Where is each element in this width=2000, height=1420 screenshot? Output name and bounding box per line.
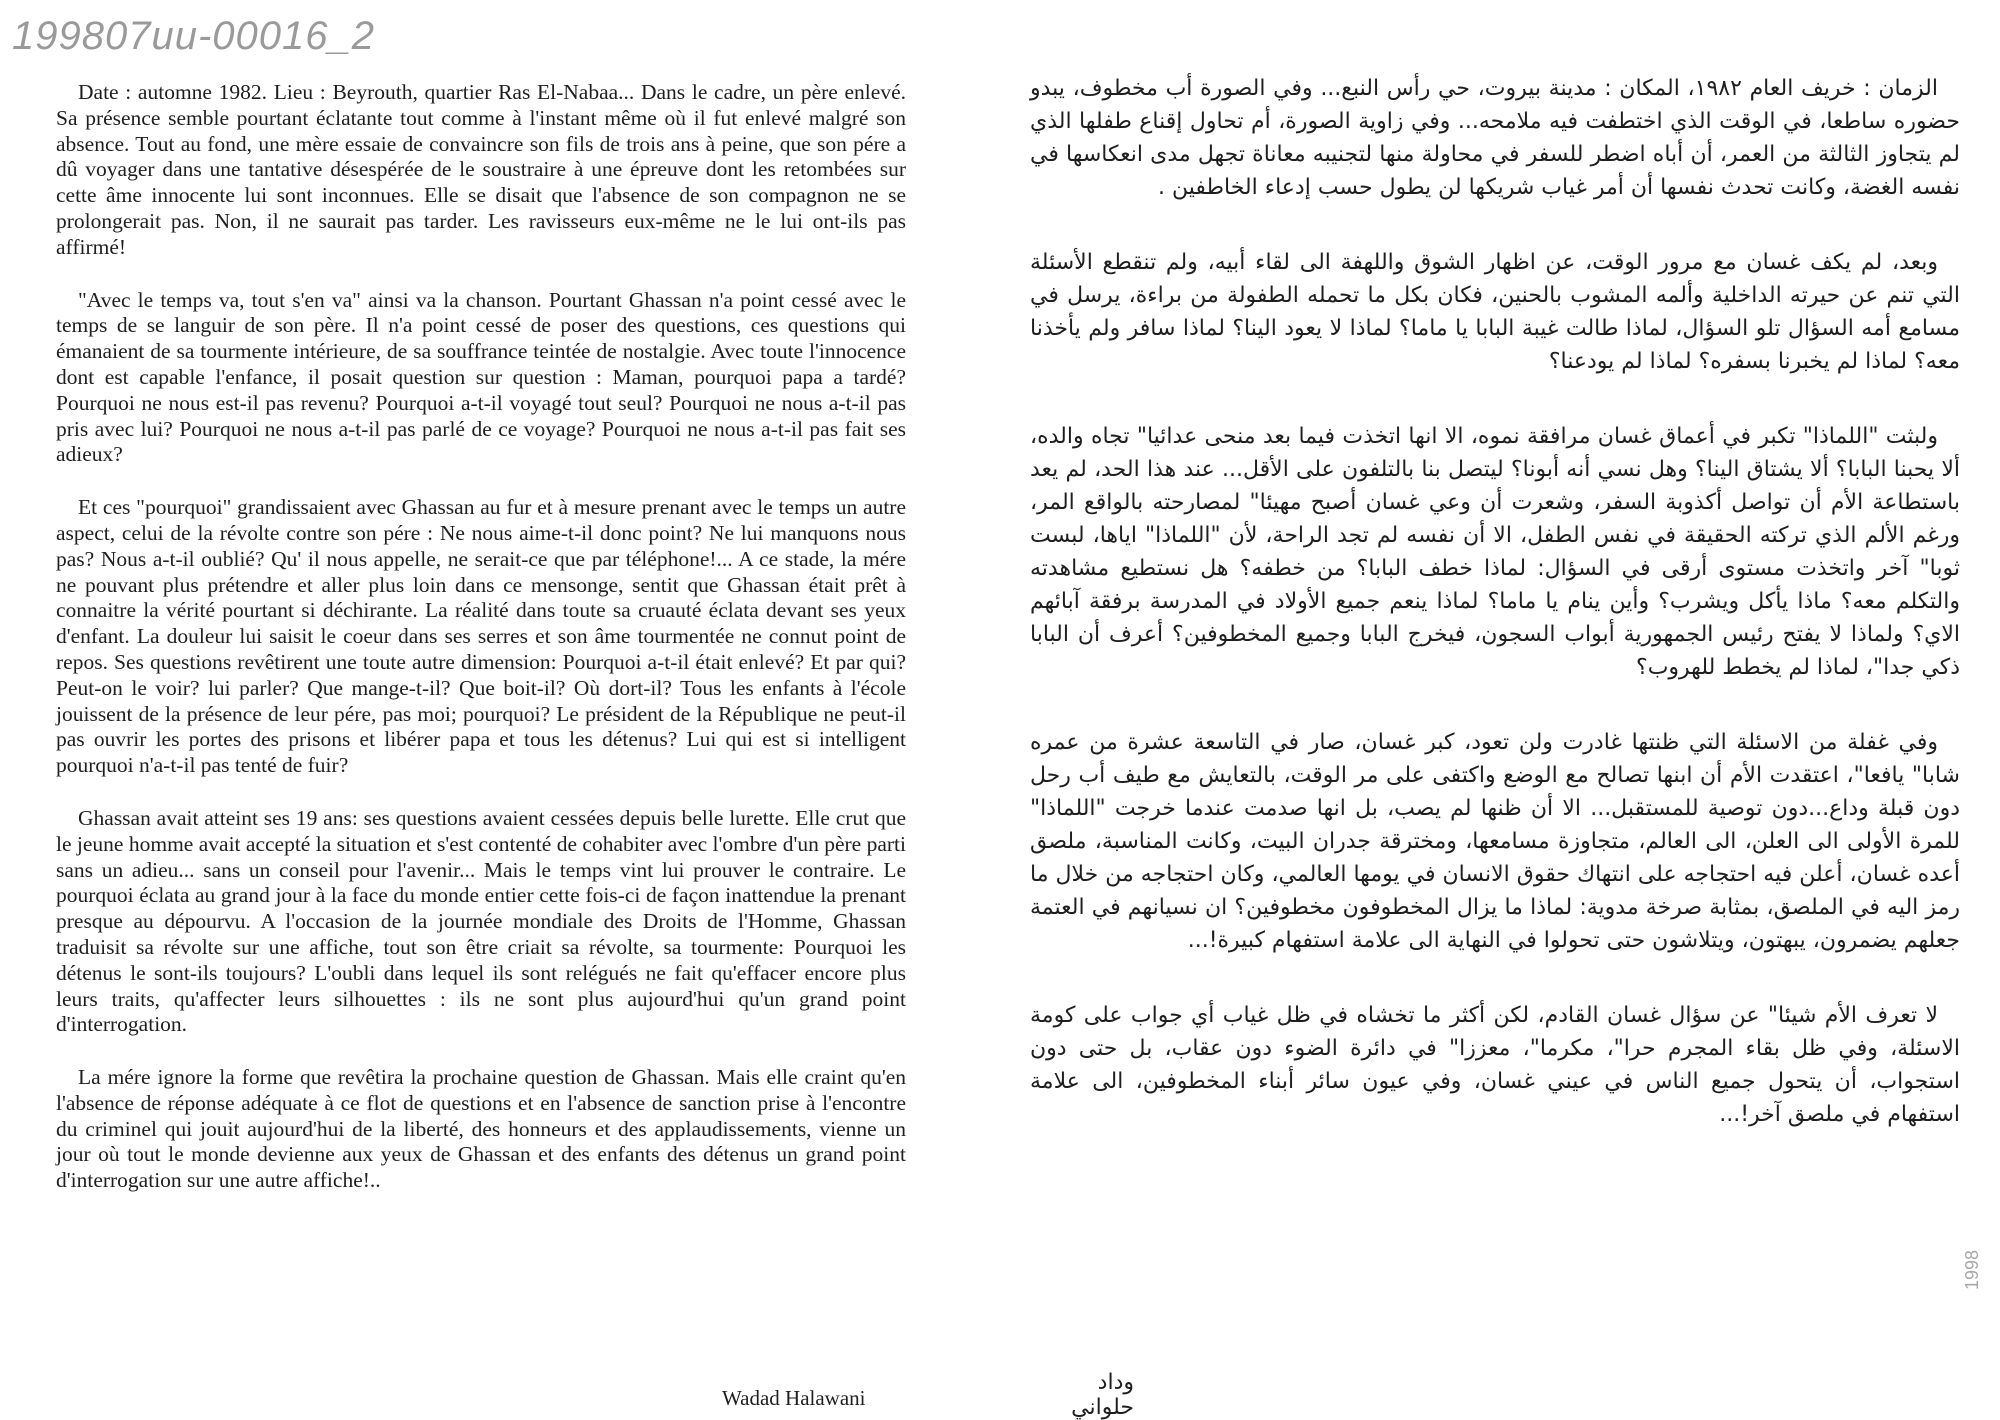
- arabic-paragraph-1: الزمان : خريف العام ١٩٨٢، المكان : مدينة بيروت، حي رأس النبع... وفي الصورة أب مخطوف، يبدو حضوره ساطعا، في الوقت الذي اختطفت فيه ملامحه... وفي زاوية الصورة، أم تحاول إقناع طفلها الذي لم يتجاوز الثالثة من العمر، أن أباه اضطر للسفر في محاولة منها لتجنيبه معاناة تجهل مدى انعكاسها في نفسه الغضة، وكانت تحدث نفسها أن أمر غياب شريكها لن يطول حسب إدعاء الخاطفين .: [1030, 76, 1960, 200]
- french-column: [56, 80, 906, 1221]
- french-paragraph-3: Et ces "pourquoi" grandissaient avec Ghassan au fur et à mesure prenant avec le temps un autre aspect, celui de la révolte contre son pére : Ne nous aime-t-il donc point? Ne lui manquons nous pas? Nous a-t-il oublié? Qu' il nous appelle, ne serait-ce que par téléphone!... A ce stade, la mére ne pouvant plus prétendre et aller plus loin dans ce mensonge, sentit que Ghassan était prêt à connaitre la vérité pourtant si déchirante. La réalité dans toute sa cruauté éclata devant ses yeux d'enfant. La douleur lui saisit le coeur dans ses serres et son âme tourmentée ne connut point de repos. Ses questions revêtirent une toute autre dimension: Pourquoi a-t-il était enlevé? Et par qui? Peut-on le voir? lui parler? Que mange-t-il? Que boit-il? Où dort-il? Tous les enfants à l'école jouissent de la présence de leur pére, pas moi; pourquoi? Le président de la République ne peut-il pas ouvrir les portes des prisons et libérer papa et tous les détenus? Lui qui est si intelligent pourquoi n'a-t-il pas tenté de fuir?: [56, 495, 906, 778]
- french-signature: Wadad Halawani: [722, 1386, 866, 1410]
- french-paragraph-1: Date : automne 1982. Lieu : Beyrouth, quartier Ras El-Nabaa... Dans le cadre, un père enlevé. Sa présence semble pourtant éclatante tout comme à l'instant même où il fut enlevé malgré son absence. Tout au fond, une mère essaie de convaincre son fils de trois ans à peine, que son pére a dû voyager dans une tantative désespérée de le soustraire à une épreuve dont les retombées sur cette âme innocente lui sont inconnues. Elle se disait que l'absence de son compagnon ne se prolongerait pas. Non, il ne saurait pas tarder. Les ravisseurs eux-même ne le lui ont-ils pas affirmé!: [56, 80, 906, 259]
- arabic-paragraph-2: وبعد، لم يكف غسان مع مرور الوقت، عن اظهار الشوق واللهفة الى لقاء أبيه، ولم تنقطع الأسئلة التي تنم عن حيرته الداخلية وألمه المشوب بالحنين، فكان بكل ما تحمله الطفولة من براءة، يرسل في مسامع أمه السؤال تلو السؤال، لماذا طالت غيبة البابا يا ماما؟ لماذا لا يعود الينا؟ لماذا سافر ولم يأخذنا معه؟ لماذا لم يخبرنا بسفره؟ لماذا لم يودعنا؟: [1030, 250, 1960, 374]
- arabic-column: [1030, 72, 1960, 1173]
- french-paragraph-5: La mére ignore la forme que revêtira la prochaine question de Ghassan. Mais elle craint qu'en l'absence de réponse adéquate à ce flot de questions et en l'absence de sanction prise à l'encontre du criminel qui jouit aujourd'hui de la liberté, des honneurs et des applaudissements, vienne un jour où tout le monde devienne aux yeux de Ghassan et des enfants des détenus un grand point d'interrogation sur une autre affiche!..: [56, 1065, 906, 1193]
- french-paragraph-4: Ghassan avait atteint ses 19 ans: ses questions avaient cessées depuis belle lurette. Elle crut que le jeune homme avait accepté la situation et s'est contenté de cohabiter avec l'ombre d'un père parti sans un adieu... sans un conseil pour l'avenir... Mais le temps vint lui prouver le contraire. Le pourquoi éclata au grand jour à la face du monde entier cette fois-ci de façon inattendue la prenant presque au dépourvu. A l'occasion de la journée mondiale des Droits de l'Homme, Ghassan traduisit sa révolte sur une affiche, tout son être criait sa révolte, sa tourmente: Pourquoi les détenus le sont-ils toujours? L'oubli dans lequel ils sont relégués ne fait qu'effacer encore plus leurs traits, qu'affecter leurs silhouettes : ils ne sont plus aujourd'hui qu'un grand point d'interrogation.: [56, 805, 906, 1037]
- archive-code: 199807uu-00016_2: [12, 14, 376, 58]
- margin-year-note: 1998: [1962, 1249, 1982, 1290]
- arabic-paragraph-5: لا تعرف الأم شيئا" عن سؤال غسان القادم، لكن أكثر ما تخشاه في ظل غياب أي جواب على كومة الاسئلة، وفي ظل بقاء المجرم حرا"، مكرما"، معززا" في دائرة الضوء دون عقاب، بل حتى دون استجواب، أن يتحول جميع الناس في عيني غسان، وفي عيون سائر أبناء المخطوفين، الى علامة استفهام في ملصق آخر!...: [1030, 1003, 1960, 1127]
- arabic-signature: وداد حلواني: [1071, 1370, 1134, 1420]
- arabic-paragraph-4: وفي غفلة من الاسئلة التي ظنتها غادرت ولن تعود، كبر غسان، صار في التاسعة عشرة من عمره شابا" يافعا"، اعتقدت الأم أن ابنها تصالح مع الوضع واكتفى على مر الوقت، بالتعايش مع طيف أب رحل دون قبلة وداع...دون توصية للمستقبل... الا أن ظنها لم يصب، بل انها صدمت عندما خرجت "اللماذا" للمرة الأولى الى العلن، الى العالم، متجاوزة مسامعها، ومخترقة جدران البيت، وكانت المناسبة، ملصق أعده غسان، أعلن فيه احتجاجه على انتهاك حقوق الانسان في يومها العالمي، وكان احتجاجه من خلال ما رمز اليه في الملصق، بمثابة صرخة مدوية: لماذا ما يزال المخطوفون مخطوفين؟ ان نسيانهم في العتمة جعلهم يضمرون، يبهتون، ويتلاشون حتى تحولوا في النهاية الى علامة استفهام كبيرة!...: [1030, 730, 1960, 953]
- arabic-paragraph-3: ولبثت "اللماذا" تكبر في أعماق غسان مرافقة نموه، الا انها اتخذت فيما بعد منحى عدائيا" تجاه والده، ألا يحبنا البابا؟ ألا يشتاق الينا؟ وهل نسي أنه أبونا؟ ليتصل بنا بالتلفون على الأقل... عند هذا الحد، لم يعد باستطاعة الأم أن تواصل أكذوبة السفر، وشعرت أن وعي غسان أصبح مهيئا" لمصارحته بالواقع المر، ورغم الألم الذي تركته الحقيقة في نفس الطفل، الا أن نفسه لم تجد الراحة، لأن "اللماذا" اياها، لبست ثوبا" آخر واتخذت مستوى أرقى في السؤال: لماذا خطف البابا؟ من خطفه؟ هل نستطيع مشاهدته والتكلم معه؟ ماذا يأكل ويشرب؟ وأين ينام يا ماما؟ لماذا ينعم جميع الأولاد في المدرسة برفقة آبائهم الاي؟ ولماذا لا يفتح رئيس الجمهورية أبواب السجون، فيخرج البابا وجميع المخطوفين؟ أعرف أن البابا ذكي جدا"، لماذا لم يخطط للهروب؟: [1030, 424, 1960, 680]
- french-paragraph-2: "Avec le temps va, tout s'en va" ainsi va la chanson. Pourtant Ghassan n'a point cessé avec le temps de se languir de son père. Il n'a point cessé de poser des questions, ces questions qui émanaient de sa tourmente intérieure, de sa souffrance teintée de nostalgie. Avec toute l'innocence dont est capable l'enfance, il posait question sur question : Maman, pourquoi papa a tardé? Pourquoi ne nous est-il pas revenu? Pourquoi a-t-il voyagé tout seul? Pourquoi ne nous a-t-il pas pris avec lui? Pourquoi ne nous a-t-il pas parlé de ce voyage? Pourquoi ne nous a-t-il pas fait ses adieux?: [56, 287, 906, 467]
